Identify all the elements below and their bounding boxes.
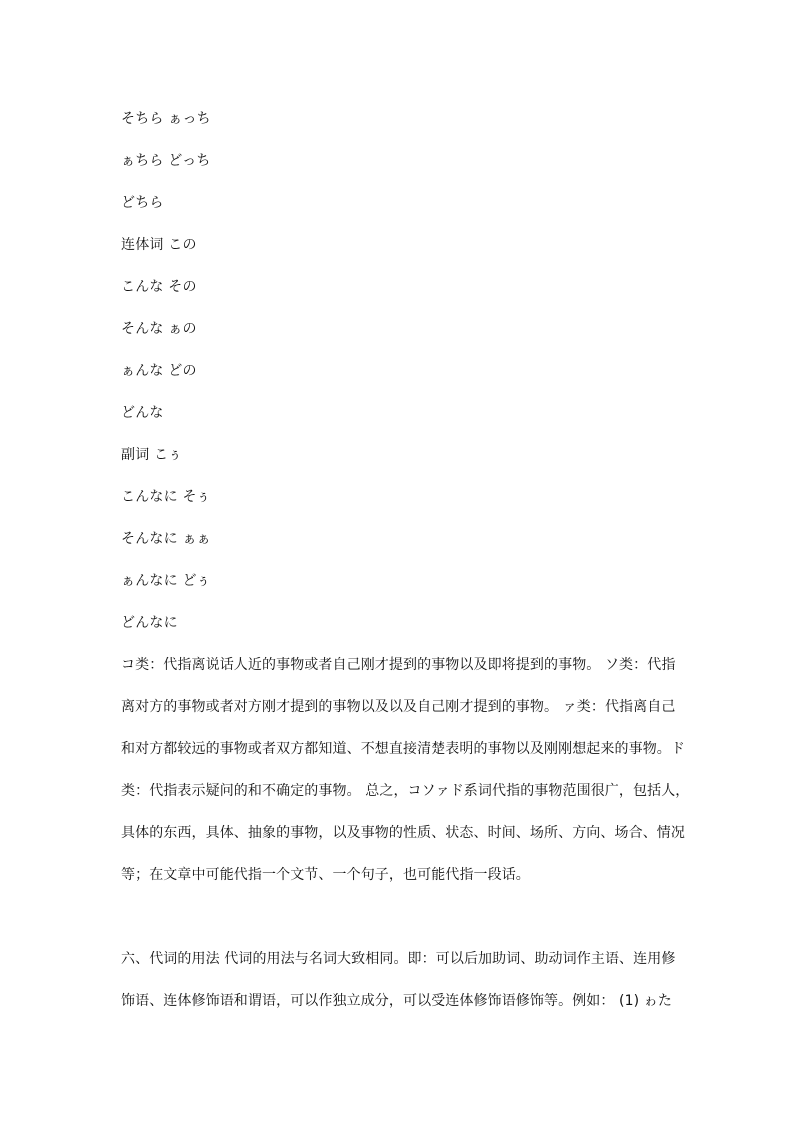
paragraph-line: 类：代指表示疑问的和不确定的事物。 总之，コソァド系词代指的事物范围很广，包括人，	[121, 783, 690, 799]
paragraph-line: 和对方都较远的事物或者双方都知道、不想直接清楚表明的事物以及刚刚想起来的事物。ド	[121, 741, 685, 757]
list-line: そちら ぁっち	[121, 111, 211, 127]
list-line: こんな その	[121, 279, 197, 295]
list-line: どんなに	[121, 615, 178, 631]
paragraph-line: 饰语、连体修饰语和谓语，可以作独立成分，可以受连体修饰语修饰等。例如： (1) ゎた	[121, 993, 672, 1009]
paragraph-line: 离对方的事物或者对方刚才提到的事物以及以及自己刚才提到的事物。 ァ类：代指离自己	[121, 699, 676, 715]
paragraph-line: コ类：代指离说话人近的事物或者自己刚才提到的事物以及即将提到的事物。 ソ类：代指	[121, 657, 676, 673]
paragraph-line: 等；在文章中可能代指一个文节、一个句子，也可能代指一段话。	[121, 867, 530, 883]
paragraph-line: 六、代词的用法 代词的用法与名词大致相同。即：可以后加助词、助动词作主语、连用修	[121, 951, 676, 967]
list-line: そんな ぁの	[121, 321, 197, 337]
list-line: ぁちら どっち	[121, 153, 211, 169]
list-line: そんなに ぁぁ	[121, 531, 211, 547]
list-line: どんな	[121, 405, 164, 421]
list-line: ぁんな どの	[121, 363, 197, 379]
paragraph-line: 具体的东西，具体、抽象的事物，以及事物的性质、状态、时间、场所、方向、场合、情况	[121, 825, 685, 841]
list-line: ぁんなに どぅ	[121, 573, 211, 589]
list-line: どちら	[121, 195, 164, 211]
list-line: 连体词 この	[121, 237, 197, 253]
list-line: 副词 こぅ	[121, 447, 183, 463]
list-line: こんなに そぅ	[121, 489, 211, 505]
